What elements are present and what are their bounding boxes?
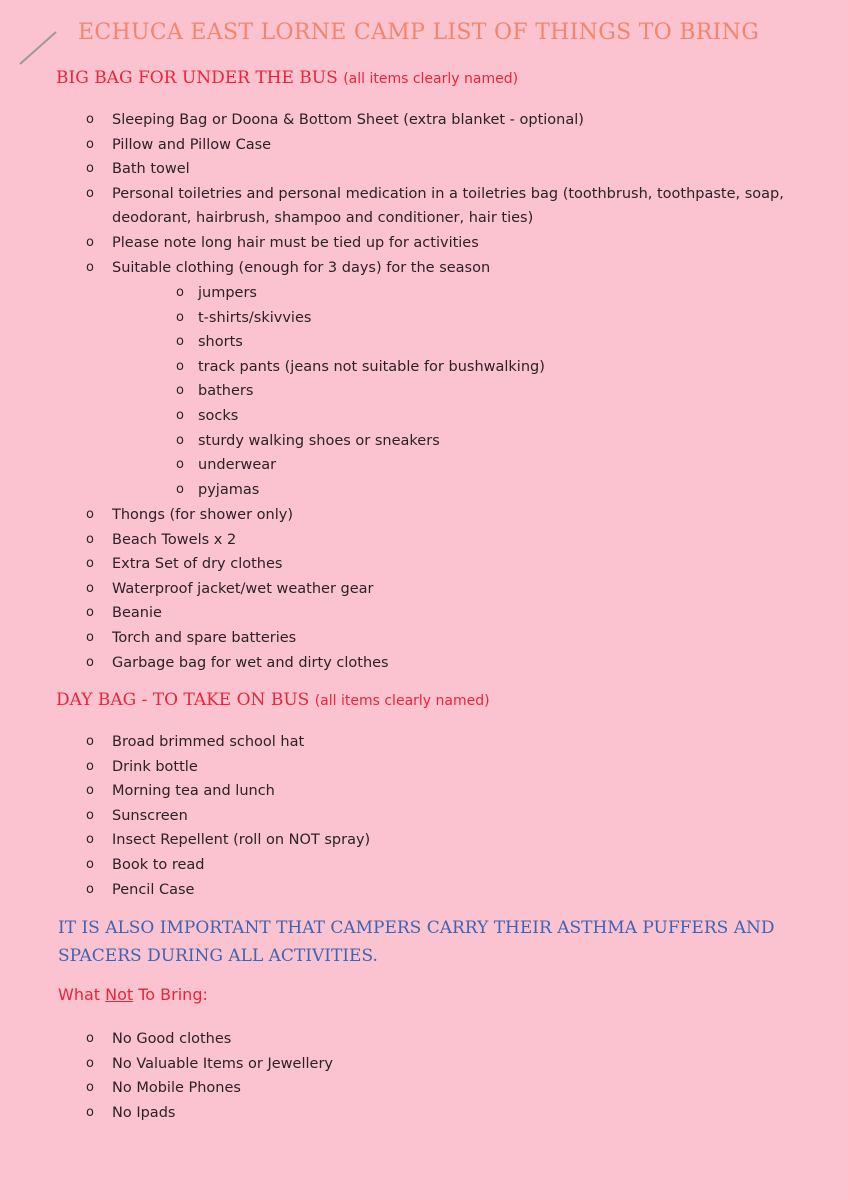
list-item: o socks bbox=[176, 404, 545, 429]
big-bag-more-list bbox=[86, 503, 389, 675]
list-item: o Book to read bbox=[86, 853, 370, 878]
not-heading-pre: What bbox=[58, 985, 106, 1004]
list-item: o No Valuable Items or Jewellery bbox=[86, 1052, 333, 1077]
list-item: o pyjamas bbox=[176, 478, 545, 503]
clothing-sublist bbox=[176, 281, 545, 502]
list-item: o Waterproof jacket/wet weather gear bbox=[86, 577, 389, 602]
list-item: o Suitable clothing (enough for 3 days) for the season bbox=[86, 256, 802, 281]
big-bag-note: (all items clearly named) bbox=[343, 71, 519, 87]
not-to-bring-heading bbox=[58, 985, 208, 1004]
not-to-bring-list bbox=[86, 1027, 333, 1125]
big-bag-heading bbox=[56, 68, 518, 88]
list-item: o sturdy walking shoes or sneakers bbox=[176, 429, 545, 454]
list-item: o track pants (jeans not suitable for bushwalking) bbox=[176, 355, 545, 380]
list-item: o Bath towel bbox=[86, 157, 802, 182]
list-item: o t-shirts/skivvies bbox=[176, 306, 545, 331]
list-item: o underwear bbox=[176, 453, 545, 478]
list-item: o Torch and spare batteries bbox=[86, 626, 389, 651]
list-item: o Beanie bbox=[86, 601, 389, 626]
list-item: o Broad brimmed school hat bbox=[86, 730, 370, 755]
big-bag-list bbox=[86, 108, 802, 280]
list-item: o Please note long hair must be tied up for activities bbox=[86, 231, 802, 256]
list-item: o No Good clothes bbox=[86, 1027, 333, 1052]
big-bag-heading-text: BIG BAG FOR UNDER THE BUS bbox=[56, 68, 338, 88]
list-item: o Sleeping Bag or Doona & Bottom Sheet (extra blanket - optional) bbox=[86, 108, 802, 133]
list-item: o Thongs (for shower only) bbox=[86, 503, 389, 528]
list-item: o jumpers bbox=[176, 281, 545, 306]
list-item: o No Ipads bbox=[86, 1101, 333, 1126]
list-item: o Drink bottle bbox=[86, 755, 370, 780]
day-bag-heading bbox=[56, 690, 490, 710]
list-item: o Pillow and Pillow Case bbox=[86, 133, 802, 158]
day-bag-note: (all items clearly named) bbox=[314, 693, 490, 709]
asthma-notice: IT IS ALSO IMPORTANT THAT CAMPERS CARRY THEIR ASTHMA PUFFERS AND SPACERS DURING ALL ACTIVITIES. bbox=[58, 918, 775, 966]
list-item: o Garbage bag for wet and dirty clothes bbox=[86, 651, 389, 676]
list-item: o Personal toiletries and personal medication in a toiletries bag (toothbrush, toothpaste, soap, deodorant, hairbrush, shampoo and conditioner, hair ties) bbox=[86, 182, 802, 231]
not-heading-underlined: Not bbox=[105, 985, 134, 1004]
list-item: o bathers bbox=[176, 379, 545, 404]
list-item: o Beach Towels x 2 bbox=[86, 528, 389, 553]
list-item: o shorts bbox=[176, 330, 545, 355]
list-item: o No Mobile Phones bbox=[86, 1076, 333, 1101]
pen-stroke-mark bbox=[18, 28, 58, 68]
day-bag-heading-text: DAY BAG - TO TAKE ON BUS bbox=[56, 690, 310, 710]
list-item: o Extra Set of dry clothes bbox=[86, 552, 389, 577]
list-item: o Pencil Case bbox=[86, 878, 370, 903]
list-item: o Insect Repellent (roll on NOT spray) bbox=[86, 828, 370, 853]
day-bag-list bbox=[86, 730, 370, 902]
document-title: ECHUCA EAST LORNE CAMP LIST OF THINGS TO BRING bbox=[78, 20, 760, 45]
list-item: o Sunscreen bbox=[86, 804, 370, 829]
not-heading-post: To Bring: bbox=[133, 985, 208, 1004]
list-item: o Morning tea and lunch bbox=[86, 779, 370, 804]
